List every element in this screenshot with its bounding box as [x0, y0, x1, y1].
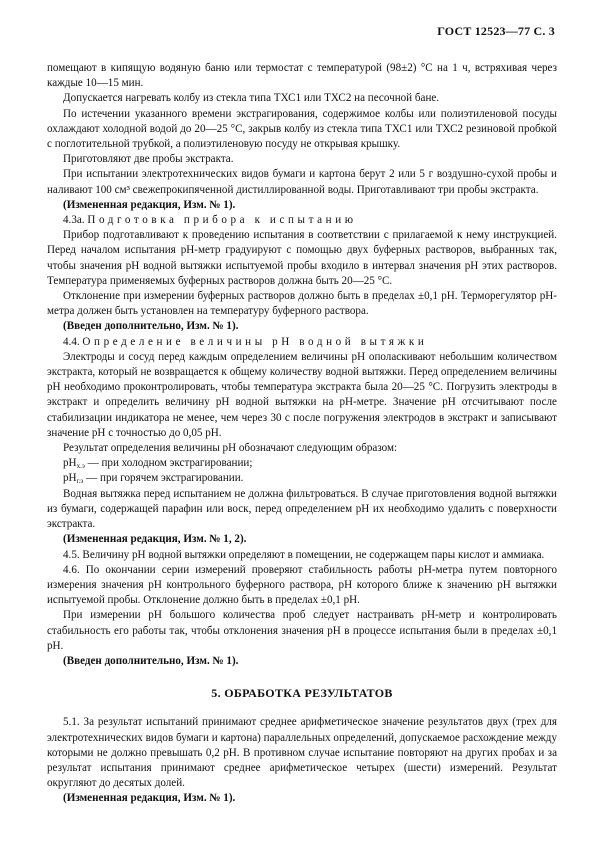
paragraph-text: (Измененная редакция, Изм. № 1, 2).: [63, 533, 247, 546]
paragraph: [47, 563, 557, 609]
paragraph-text: При испытании электротехнических видов бумаги и картона берут 2 или 5 г воздушно-сухой пробы и наливают 100 см³ свежепрокипяченной дистиллированной воды. Приготавливают три пробы экстракта.: [47, 168, 557, 196]
paragraph-text: 5.1. За результат испытаний принимают среднее арифметическое значение результатов двух (трех для электротехнических видов бумаги и картона) параллельных определений, допускаемое расхождение между которыми не должно превышать 0,2 рН. В противном случае испытание повторяют на других пробах и за результат испытания принимают среднее арифметическое четырех (шести) измерений. Результат округляют до десятых долей.: [47, 716, 557, 790]
paragraph-text: Результат определения величины рН обозначают следующим образом:: [63, 442, 398, 455]
paragraph-text: 4.3а.: [63, 214, 88, 227]
subscript: г.э: [76, 477, 84, 486]
amendment-note: [47, 198, 557, 213]
spaced-heading: Определение величины рН водной вытяжки: [82, 335, 428, 348]
paragraph-text: рН: [63, 472, 77, 485]
paragraph-text: Водная вытяжка перед испытанием не должна фильтроваться. В случае приготовления водной вытяжки из бумаги, содержащей парафин или воск, перед определением рН их необходимо удалить с поверхности экстракта.: [47, 487, 557, 531]
paragraph-text: (Введен дополнительно, Изм. № 1).: [63, 654, 239, 667]
paragraph-text: (Измененная редакция, Изм. № 1).: [63, 792, 236, 805]
amendment-note: [47, 791, 557, 806]
paragraph-text: Приготовляют две пробы экстракта.: [63, 153, 234, 166]
paragraph-text: При измерении рН большого количества проб следует настраивать рН-метр и контролировать стабильность его работы так, чтобы отклонения значения рН в процессе испытания были в пределах ±0,1 рН.: [47, 609, 557, 652]
paragraph: [47, 441, 557, 456]
paragraph: [47, 608, 557, 654]
paragraph: [47, 213, 557, 228]
paragraph: [47, 61, 557, 91]
paragraph: [47, 228, 557, 289]
paragraph: [47, 471, 557, 486]
paragraph: [47, 487, 557, 533]
paragraph-text: помещают в кипящую водяную баню или термостат с температурой (98±2) °С на 1 ч, встряхивая через каждые 10—15 мин.: [47, 62, 557, 90]
paragraph: [47, 167, 557, 197]
amendment-note: [47, 654, 557, 669]
paragraph-text: (Измененная редакция, Изм. № 1).: [63, 198, 236, 211]
paragraph: [47, 350, 557, 441]
section-heading: [47, 686, 557, 701]
paragraph: [47, 91, 557, 106]
paragraph-text-tail: — при холодном экстрагировании;: [84, 457, 253, 470]
paragraph-text: 5. ОБРАБОТКА РЕЗУЛЬТАТОВ: [211, 686, 393, 701]
paragraph: [47, 289, 557, 319]
document-body: [47, 61, 557, 807]
paragraph-text: 4.6. По окончании серии измерений проверяют стабильность работы рН-метра путем повторного измерения значения рН контрольного буферного раствора, рН которого ближе к значению рН вытяжки испытуемой пробы. Отклонение должно быть в пределах ±0,1 рН.: [47, 563, 557, 607]
paragraph-text: Отклонение при измерении буферных растворов должно быть в пределах ±0,1 рН. Терморегулятор рН-метра должен быть установлен на температуру буферного раствора.: [47, 290, 557, 318]
paragraph-text: Прибор подготавливают к проведению испытания в соответствии с прилагаемой к нему инструкцией. Перед началом испытания рН-метр градуируют с помощью двух буферных растворов, выбранных так, чтобы значения рН водной вытяжки испытуемой пробы входило в интервал значения рН этих растворов. Температура применяемых буферных растворов должна быть 20—25 °С.: [47, 229, 557, 287]
paragraph-text: Электроды и сосуд перед каждым определением величины рН ополаскивают небольшим количеством экстракта, который не возвращается к общему количеству водной вытяжки. Перед определением величины рН необходимо проконтролировать, чтобы температура экстракта была 20—25 °С. Погрузить электроды в экстракт и определить величину рН водной вытяжки на рН-метре. Значение рН отсчитывают после стабилизации индикатора не менее, чем через 30 с после погружения электродов в экстракт и записывают значение рН с точностью до 0,05 рН.: [47, 350, 557, 439]
paragraph-text: По истечении указанного времени экстрагирования, содержимое колбы или полиэтиленовой посуды охлаждают холодной водой до 20—25 °С, закрыв колбу из стекла типа ТХС1 или ТХС2 резиновой пробкой с поглотительной трубкой, а полиэтиленовую посуду не открывая крышку.: [47, 107, 557, 151]
paragraph: [47, 548, 557, 563]
paragraph-text: рН: [63, 457, 77, 470]
paragraph: [47, 107, 557, 153]
paragraph: [47, 152, 557, 167]
paragraph-text: 4.4.: [63, 335, 83, 348]
paragraph-text: 4.5. Величину рН водной вытяжки определяют в помещении, не содержащем пары кислот и аммиака.: [63, 548, 545, 561]
paragraph: [47, 456, 557, 471]
paragraph-text-tail: — при горячем экстрагировании.: [83, 472, 244, 485]
paragraph: [47, 335, 557, 350]
paragraph: [47, 715, 557, 791]
spaced-heading: Подготовка прибора к испытанию: [87, 214, 357, 227]
paragraph-text: (Введен дополнительно, Изм. № 1).: [63, 320, 239, 333]
amendment-note: [47, 532, 557, 547]
subscript: х.э: [76, 462, 85, 471]
paragraph-text: Допускается нагревать колбу из стекла типа ТХС1 или ТХС2 на песочной бане.: [63, 92, 440, 105]
page-header: ГОСТ 12523—77 С. 3: [437, 24, 555, 38]
amendment-note: [47, 319, 557, 334]
